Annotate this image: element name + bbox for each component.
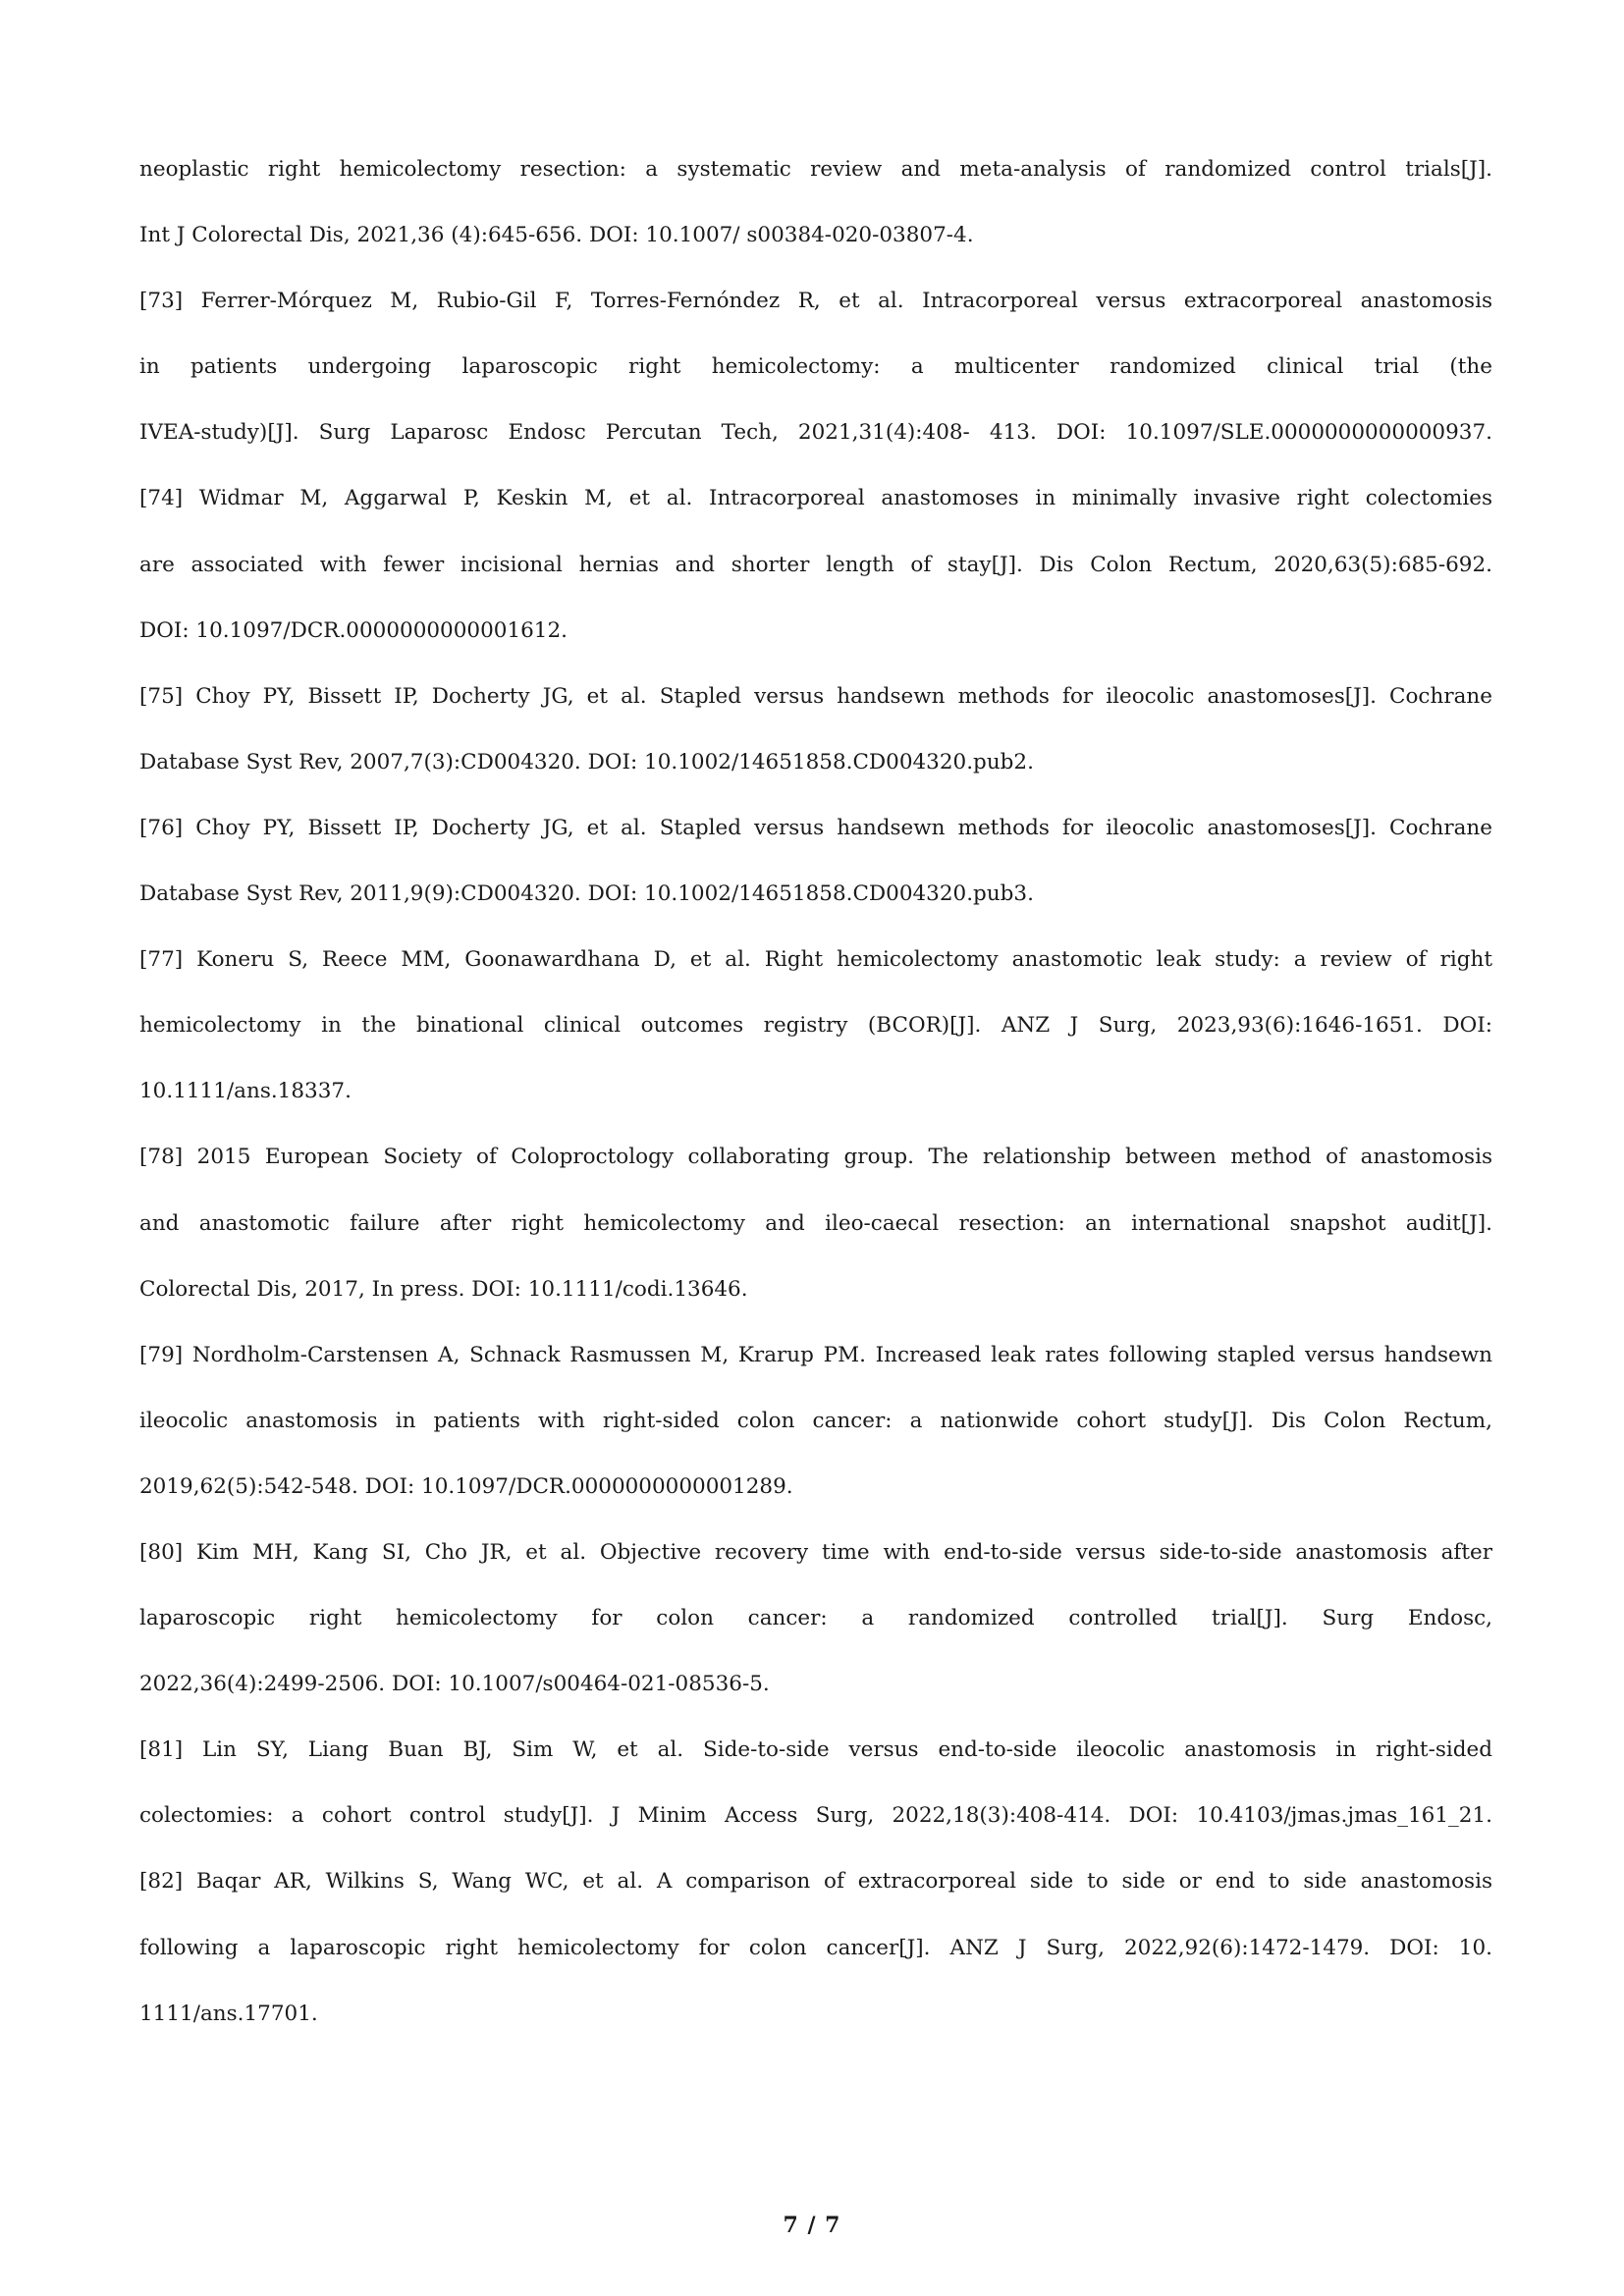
reference-line: DOI: 10.1097/DCR.0000000000001612. [139, 617, 568, 643]
reference-line: 2022,36(4):2499-2506. DOI: 10.1007/s00464-021-08536-5. [139, 1672, 770, 1697]
reference-line: and anastomotic failure after right hemicolectomy and ileo-caecal resection: an international snapshot audit[J]. [139, 1210, 1492, 1236]
reference-line: [81] Lin SY, Liang Buan BJ, Sim W, et al. Side-to-side versus end-to-side ileocolic anastomosis in right-sided [139, 1737, 1492, 1763]
reference-line: [76] Choy PY, Bissett IP, Docherty JG, et al. Stapled versus handsewn methods for ileocolic anastomoses[J]. Cochrane [139, 815, 1492, 840]
reference-line: [74] Widmar M, Aggarwal P, Keskin M, et al. Intracorporeal anastomoses in minimally invasive right colectomies [139, 486, 1492, 511]
reference-line: following a laparoscopic right hemicolectomy for colon cancer[J]. ANZ J Surg, 2022,92(6):1472-1479. DOI: 10. [139, 1935, 1492, 1960]
reference-line: colectomies: a cohort control study[J]. J Minim Access Surg, 2022,18(3):408-414. DOI: 10.4103/jmas.jmas_161_21. [139, 1803, 1492, 1829]
reference-line: ileocolic anastomosis in patients with right-sided colon cancer: a nationwide cohort study[J]. Dis Colon Rectum, [139, 1408, 1492, 1433]
reference-line: 1111/ans.17701. [139, 2001, 318, 2026]
reference-line: Int J Colorectal Dis, 2021,36 (4):645-656. DOI: 10.1007/ s00384-020-03807-4. [139, 223, 974, 248]
reference-line: [75] Choy PY, Bissett IP, Docherty JG, et al. Stapled versus handsewn methods for ileocolic anastomoses[J]. Cochrane [139, 683, 1492, 709]
reference-line: IVEA-study)[J]. Surg Laparosc Endosc Percutan Tech, 2021,31(4):408- 413. DOI: 10.1097/SLE.0000000000000937. [139, 420, 1492, 446]
reference-list [139, 147, 1492, 2057]
reference-line: [73] Ferrer-Mórquez M, Rubio-Gil F, Torres-Fernóndez R, et al. Intracorporeal versus extracorporeal anastomosis [139, 289, 1492, 314]
reference-line: neoplastic right hemicolectomy resection: a systematic review and meta-analysis of randomized control trials[J]. [139, 157, 1492, 182]
reference-line: 10.1111/ans.18337. [139, 1079, 352, 1104]
reference-line: [77] Koneru S, Reece MM, Goonawardhana D, et al. Right hemicolectomy anastomotic leak study: a review of right [139, 947, 1492, 973]
reference-line: [80] Kim MH, Kang SI, Cho JR, et al. Objective recovery time with end-to-side versus side-to-side anastomosis after [139, 1539, 1492, 1565]
reference-line: [78] 2015 European Society of Coloproctology collaborating group. The relationship between method of anastomosis [139, 1145, 1492, 1170]
reference-line: [82] Baqar AR, Wilkins S, Wang WC, et al. A comparison of extracorporeal side to side or end to side anastomosis [139, 1869, 1492, 1895]
reference-line: Database Syst Rev, 2007,7(3):CD004320. DOI: 10.1002/14651858.CD004320.pub2. [139, 749, 1034, 774]
page-number: 7 / 7 [783, 2213, 841, 2238]
reference-line: laparoscopic right hemicolectomy for colon cancer: a randomized controlled trial[J]. Surg Endosc, [139, 1606, 1492, 1631]
reference-line: [79] Nordholm-Carstensen A, Schnack Rasmussen M, Krarup PM. Increased leak rates following stapled versus handsewn [139, 1342, 1492, 1367]
reference-line: are associated with fewer incisional hernias and shorter length of stay[J]. Dis Colon Rectum, 2020,63(5):685-692. [139, 552, 1492, 577]
reference-line: Database Syst Rev, 2011,9(9):CD004320. DOI: 10.1002/14651858.CD004320.pub3. [139, 881, 1034, 907]
reference-line: Colorectal Dis, 2017, In press. DOI: 10.1111/codi.13646. [139, 1276, 748, 1302]
reference-line: 2019,62(5):542-548. DOI: 10.1097/DCR.0000000000001289. [139, 1473, 793, 1499]
reference-line: in patients undergoing laparoscopic right hemicolectomy: a multicenter randomized clinical trial (the [139, 354, 1492, 380]
reference-line: hemicolectomy in the binational clinical outcomes registry (BCOR)[J]. ANZ J Surg, 2023,93(6):1646-1651. DOI: [139, 1013, 1492, 1039]
